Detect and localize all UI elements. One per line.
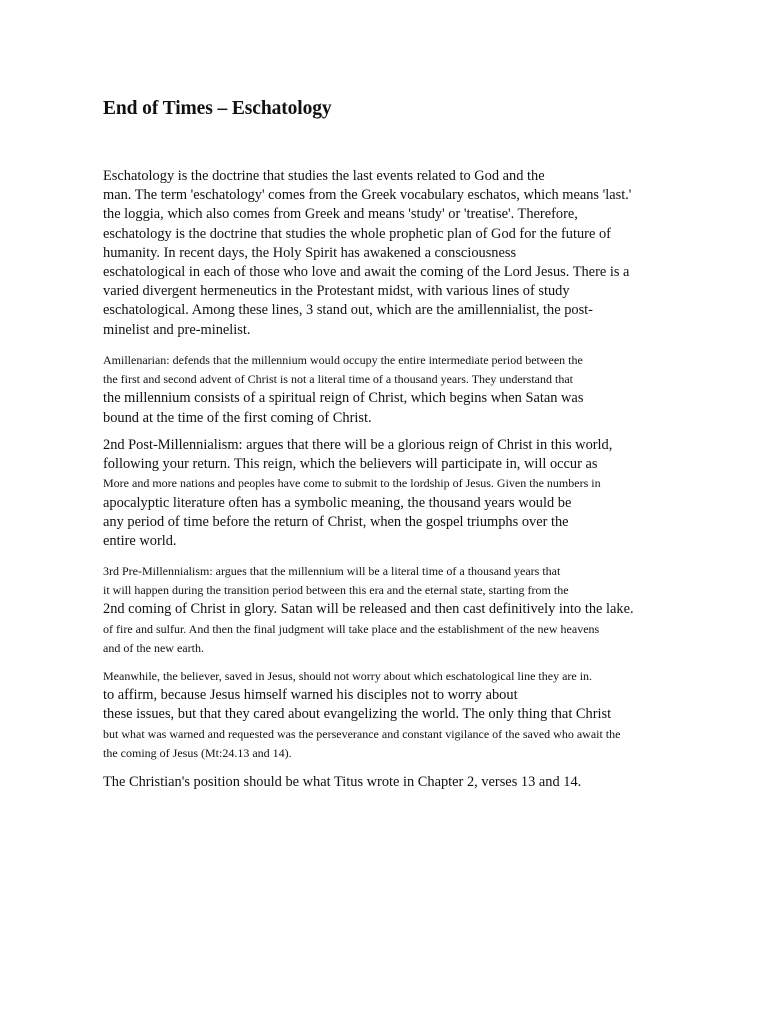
text-line: the coming of Jesus (Mt:24.13 and 14). [103,745,292,760]
text-line: entire world. [103,533,177,550]
paragraph [103,562,693,658]
text-line: varied divergent hermeneutics in the Protestant midst, with various lines of study [103,283,570,300]
text-line: the first and second advent of Christ is not a literal time of a thousand years. They understand that [103,372,573,387]
paragraph [103,167,693,340]
text-line: to affirm, because Jesus himself warned his disciples not to worry about [103,687,518,704]
text-line: but what was warned and requested was the perseverance and constant vigilance of the saved who await the [103,726,621,741]
text-line: the loggia, which also comes from Greek and means 'study' or 'treatise'. Therefore, [103,206,578,223]
text-line: bound at the time of the first coming of Christ. [103,409,372,426]
paragraph [103,351,693,428]
text-line: Amillenarian: defends that the millennium would occupy the entire intermediate period between the [103,353,583,367]
text-line: any period of time before the return of Christ, when the gospel triumphs over the [103,513,569,530]
text-line: minelist and pre-minelist. [103,321,251,338]
paragraph [103,436,693,551]
text-line: eschatological in each of those who love and await the coming of the Lord Jesus. There is a [103,264,630,281]
text-line: The Christian's position should be what Titus wrote in Chapter 2, verses 13 and 14. [103,774,582,790]
paragraph [103,667,693,763]
text-line: 2nd coming of Christ in glory. Satan will be released and then cast definitively into the lake. [103,601,634,618]
paragraph [103,773,693,792]
text-line: eschatological. Among these lines, 3 stand out, which are the amillennialist, the post- [103,302,593,319]
text-line: it will happen during the transition period between this era and the eternal state, starting from the [103,583,569,598]
text-line: eschatology is the doctrine that studies the whole prophetic plan of God for the future of [103,225,611,242]
text-line: these issues, but that they cared about evangelizing the world. The only thing that Christ [103,706,612,723]
text-line: man. The term 'eschatology' comes from the Greek vocabulary eschatos, which means 'last.' [103,187,632,204]
text-line: Meanwhile, the believer, saved in Jesus, should not worry about which eschatological line they are in. [103,669,593,683]
text-line: following your return. This reign, which the believers will participate in, will occur as [103,456,598,473]
text-line: 3rd Pre-Millennialism: argues that the millennium will be a literal time of a thousand years that [103,564,561,578]
text-line: the millennium consists of a spiritual reign of Christ, which begins when Satan was [103,390,584,407]
text-line: and of the new earth. [103,640,204,655]
text-line: 2nd Post-Millennialism: argues that there will be a glorious reign of Christ in this world, [103,437,613,453]
text-line: More and more nations and peoples have come to submit to the lordship of Jesus. Given the numbers in [103,476,601,491]
text-line: Eschatology is the doctrine that studies the last events related to God and the [103,168,545,184]
text-line: apocalyptic literature often has a symbolic meaning, the thousand years would be [103,494,572,511]
page-title: End of Times – Eschatology [103,98,332,119]
text-line: of fire and sulfur. And then the final judgment will take place and the establishment of the new heavens [103,621,600,636]
text-line: humanity. In recent days, the Holy Spirit has awakened a consciousness [103,244,517,261]
